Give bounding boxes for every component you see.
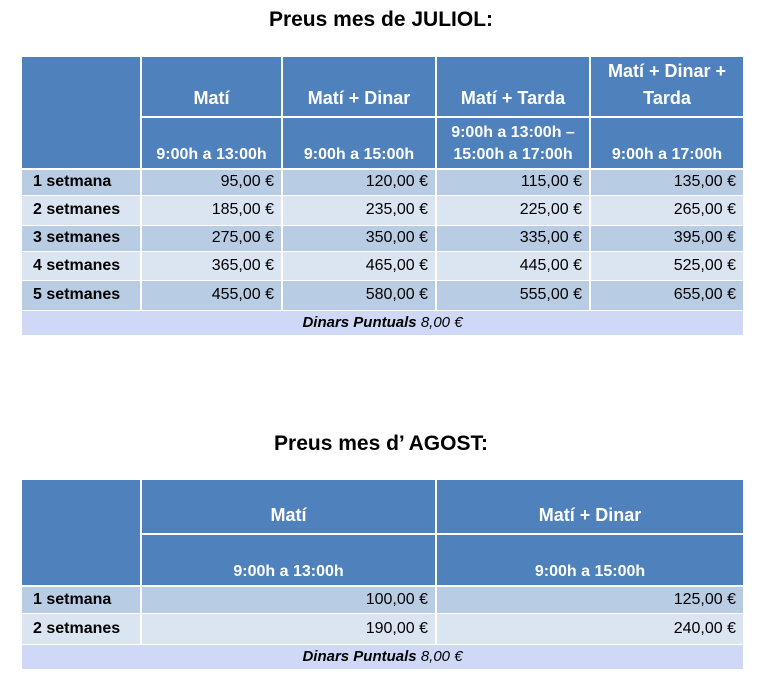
header-mati-tarda: Matí + Tarda (436, 57, 590, 117)
price-cell: 135,00 € (590, 169, 743, 195)
price-cell: 275,00 € (141, 225, 282, 251)
lunch-note (22, 644, 743, 669)
price-cell: 95,00 € (141, 169, 282, 195)
price-cell: 185,00 € (141, 195, 282, 225)
price-cell: 655,00 € (590, 280, 743, 310)
price-cell: 120,00 € (282, 169, 436, 195)
table-row (22, 251, 743, 280)
price-cell: 555,00 € (436, 280, 590, 310)
time-mati-dinar: 9:00h a 15:00h (282, 117, 436, 169)
note-value: 8,00 € (420, 648, 463, 666)
note-value: 8,00 € (420, 314, 463, 332)
table-row (22, 586, 743, 613)
header-mati: Matí (141, 480, 436, 534)
price-cell: 100,00 € (141, 586, 436, 613)
july-price-table (22, 57, 743, 335)
price-cell: 225,00 € (436, 195, 590, 225)
price-cell: 190,00 € (141, 613, 436, 644)
time-mati-dinar-tarda: 9:00h a 17:00h (590, 117, 743, 169)
july-title: Preus mes de JULIOL: (268, 8, 494, 31)
price-cell: 265,00 € (590, 195, 743, 225)
table-row (22, 280, 743, 310)
corner-cell (22, 480, 141, 586)
august-price-table (22, 480, 743, 669)
header-mati-dinar-tarda: Matí + Dinar + Tarda (590, 57, 743, 117)
price-cell: 115,00 € (436, 169, 590, 195)
row-label: 2 setmanes (22, 195, 141, 225)
price-cell: 125,00 € (436, 586, 743, 613)
price-cell: 350,00 € (282, 225, 436, 251)
row-label: 4 setmanes (22, 251, 141, 280)
august-title: Preus mes d’ AGOST: (274, 432, 488, 455)
price-cell: 335,00 € (436, 225, 590, 251)
price-cell: 445,00 € (436, 251, 590, 280)
row-label: 5 setmanes (22, 280, 141, 310)
header-mati-dinar: Matí + Dinar (436, 480, 743, 534)
price-cell: 525,00 € (590, 251, 743, 280)
price-cell: 580,00 € (282, 280, 436, 310)
price-cell: 465,00 € (282, 251, 436, 280)
time-mati: 9:00h a 13:00h (141, 534, 436, 586)
row-label: 1 setmana (22, 586, 141, 613)
table-row (22, 613, 743, 644)
price-cell: 455,00 € (141, 280, 282, 310)
time-mati-dinar: 9:00h a 15:00h (436, 534, 743, 586)
table-row (22, 225, 743, 251)
time-mati: 9:00h a 13:00h (141, 117, 282, 169)
note-label: Dinars Puntuals (302, 648, 417, 666)
row-label: 2 setmanes (22, 613, 141, 644)
corner-cell (22, 57, 141, 169)
row-label: 3 setmanes (22, 225, 141, 251)
header-mati-dinar: Matí + Dinar (282, 57, 436, 117)
header-mati: Matí (141, 57, 282, 117)
lunch-note (22, 310, 743, 335)
note-label: Dinars Puntuals (302, 314, 417, 332)
row-label: 1 setmana (22, 169, 141, 195)
price-cell: 365,00 € (141, 251, 282, 280)
table-row (22, 169, 743, 195)
price-cell: 235,00 € (282, 195, 436, 225)
price-cell: 240,00 € (436, 613, 743, 644)
time-mati-tarda: 9:00h a 13:00h – 15:00h a 17:00h (436, 117, 590, 169)
price-cell: 395,00 € (590, 225, 743, 251)
table-row (22, 195, 743, 225)
